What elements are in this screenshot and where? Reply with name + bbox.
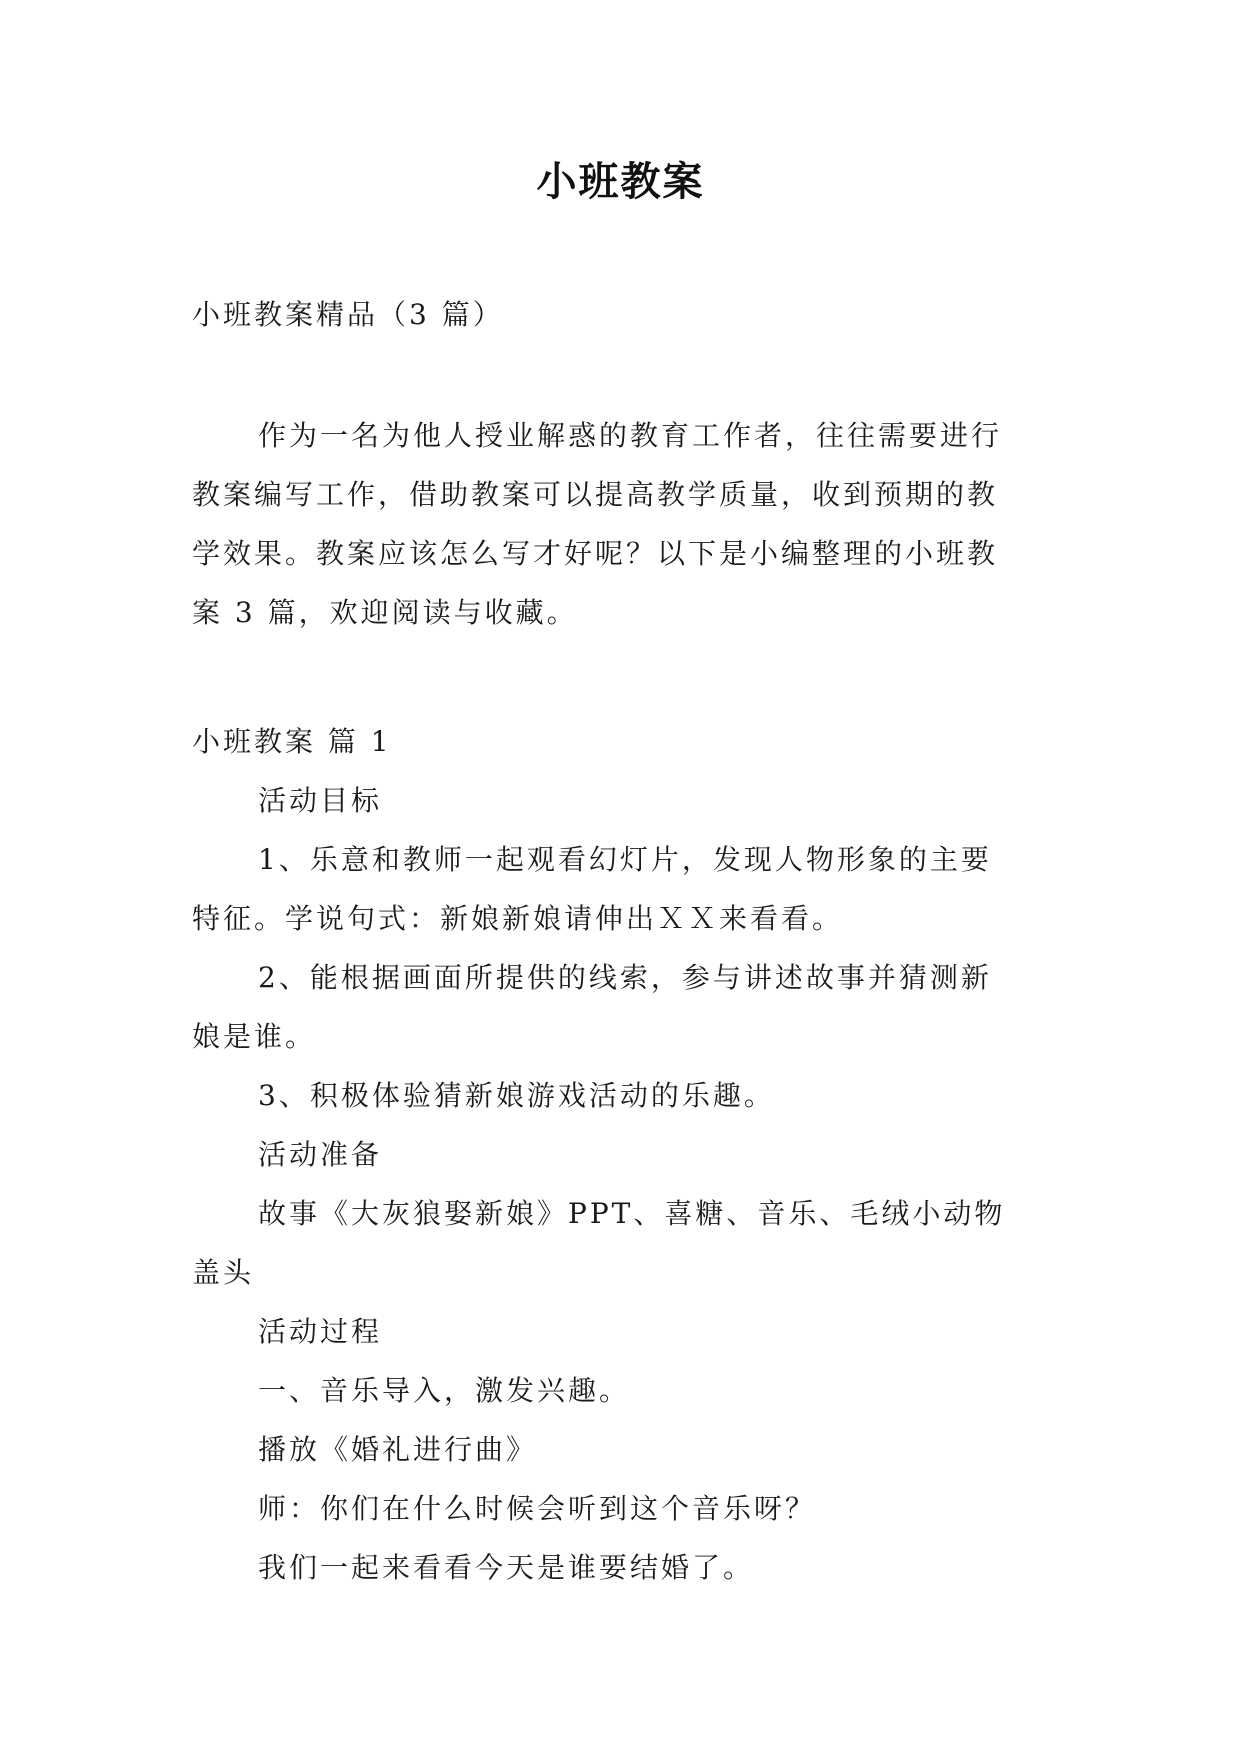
body-line: 2、能根据画面所提供的线索，参与讲述故事并猜测新 [258, 961, 992, 994]
body-line: 活动目标 [258, 784, 383, 817]
body-line: 1、乐意和教师一起观看幻灯片，发现人物形象的主要 [258, 843, 992, 876]
body-line: 盖头 [192, 1256, 255, 1289]
body-line: 一、音乐导入，激发兴趣。 [258, 1374, 631, 1407]
section-heading: 小班教案 篇 1 [192, 725, 392, 758]
intro-line: 教案编写工作，借助教案可以提高教学质量，收到预期的教 [192, 478, 999, 511]
body-line: 3、积极体验猜新娘游戏活动的乐趣。 [258, 1079, 775, 1112]
body-line: 特征。学说句式：新娘新娘请伸出ＸＸ来看看。 [192, 902, 844, 935]
body-line: 我们一起来看看今天是谁要结婚了。 [258, 1551, 755, 1584]
intro-paragraph [192, 406, 1052, 642]
document-content [192, 285, 1052, 1597]
section-body [192, 771, 1052, 1597]
body-line: 师：你们在什么时候会听到这个音乐呀？ [258, 1492, 817, 1525]
document-title: 小班教案 [536, 159, 705, 205]
lesson-section-1 [192, 712, 1052, 1597]
body-line: 活动过程 [258, 1315, 383, 1348]
body-line: 娘是谁。 [192, 1020, 317, 1053]
body-line: 故事《大灰狼娶新娘》PPT、喜糖、音乐、毛绒小动物 [258, 1197, 1006, 1230]
intro-line: 案 3 篇，欢迎阅读与收藏。 [192, 596, 578, 629]
body-line: 播放《婚礼进行曲》 [258, 1433, 538, 1466]
intro-line: 学效果。教案应该怎么写才好呢？以下是小编整理的小班教 [192, 537, 999, 570]
intro-line: 作为一名为他人授业解惑的教育工作者，往往需要进行 [258, 419, 1003, 452]
body-line: 活动准备 [258, 1138, 383, 1171]
document-subtitle: 小班教案精品（3 篇） [192, 298, 504, 331]
